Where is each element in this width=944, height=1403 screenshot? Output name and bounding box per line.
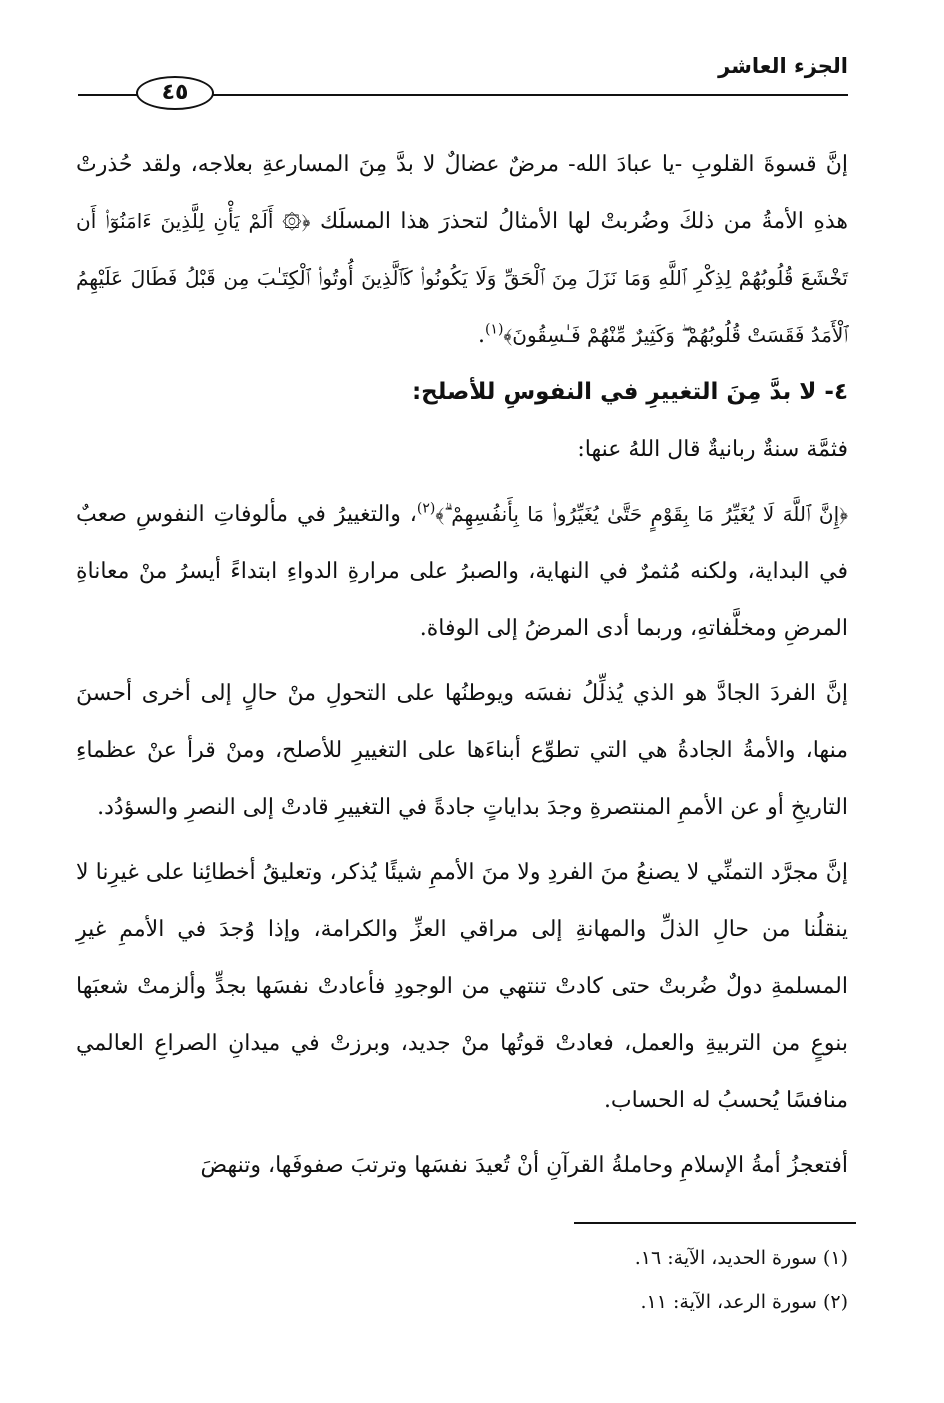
- paragraph-divine-law: فثمَّة سنةٌ ربانيةٌ قال اللهُ عنها:: [577, 437, 848, 462]
- paragraph-serious-individual: إنَّ الفردَ الجادَّ هو الذي يُذلِّلُ نفسَه ويوطنُها على التحولِ منْ حالٍ إلى أخرى أحسنَ منها، والأمةُ الجادةُ هي التي تطوِّع أبناءَها على التغييرِ للأصلح، ومنْ قرأ عنْ عظماءِ التاريخِ أو عن الأممِ المنتصرةِ وجدَ بداياتٍ جادةً في التغييرِ قادتْ إلى النصرِ والسؤدُد.: [76, 681, 848, 820]
- footnote-1: (١) سورة الحديد، الآية: ١٦.: [634, 1247, 848, 1269]
- book-part-title: الجزء العاشر: [718, 54, 848, 78]
- footnotes: [78, 1236, 848, 1324]
- footnote-2: (٢) سورة الرعد، الآية: ١١.: [640, 1291, 848, 1313]
- paragraph-text: إنَّ قسوةَ القلوبِ -يا عبادَ الله- مرضٌ عضالٌ لا بدَّ مِنَ المسارعةِ بعلاجه، ولقد حُذرتْ هذهِ الأمةُ من ذلكَ وضُربتْ لها الأمثالُ لتحذرَ هذا المسلَك: [76, 152, 848, 234]
- paragraph-text: .: [477, 323, 485, 348]
- paragraph-change-verse: [76, 486, 848, 657]
- quran-verse: ﴿إِنَّ ٱللَّهَ لَا يُغَيِّرُ مَا بِقَوْمٍ حَتَّىٰ يُغَيِّرُوا۟ مَا بِأَنفُسِهِمْ ۗ﴾: [435, 502, 848, 526]
- footnote-separator: [574, 1222, 856, 1224]
- paragraph-wishing: إنَّ مجرَّد التمنِّي لا يصنعُ منَ الفردِ ولا منَ الأممِ شيئًا يُذكر، وتعليقُ أخطائِنا على غيرِنا لا ينقلُنا من حالِ الذلِّ والمهانةِ إلى مراقي العزِّ والكرامة، وإذا وُجدَ في الأممِ غيرِ المسلمةِ دولٌ ضُربتْ حتى كادتْ تنتهي من الوجودِ فأعادتْ نفسَها بجدٍّ وألزمتْ شعبَها بنوعٍ من التربيةِ والعمل، فعادتْ قوتُها منْ جديد، وبرزتْ في ميدانِ الصراعِ العالمي منافسًا يُحسبُ له الحساب.: [76, 860, 848, 1113]
- footnote-marker: (١): [484, 321, 504, 338]
- quran-verse: ﴿۞ أَلَمْ يَأْنِ لِلَّذِينَ ءَامَنُوٓا۟ أَن تَخْشَعَ قُلُوبُهُمْ لِذِكْرِ ٱللَّهِ وَمَا نَزَلَ مِنَ ٱلْحَقِّ وَلَا يَكُونُوا۟ كَٱلَّذِينَ أُوتُوا۟ ٱلْكِتَـٰبَ مِن قَبْلُ فَطَالَ عَلَيْهِمُ ٱلْأَمَدُ فَقَسَتْ قُلُوبُهُمْ ۖ وَكَثِيرٌ مِّنْهُمْ فَـٰسِقُونَ﴾: [76, 209, 848, 347]
- paragraph-islamic-nation: أفتعجزُ أمةُ الإسلامِ وحاملةُ القرآنِ أنْ تُعيدَ نفسَها وترتبَ صفوفَها، وتنهضَ: [200, 1153, 848, 1178]
- paragraph-text: ، والتغييرُ في مألوفاتِ النفوسِ صعبٌ في البداية، ولكنه مُثمرٌ في النهاية، والصبرُ على مرارةِ الدواءِ ابتداءً أيسرُ منْ معاناةِ المرضِ ومخلَّفاتهِ، وربما أدى المرضُ إلى الوفاة.: [76, 502, 848, 641]
- paragraph-hardness-of-hearts: [76, 136, 848, 364]
- page-body: [76, 136, 848, 1194]
- footnote-marker: (٢): [416, 500, 436, 517]
- page-header: [78, 52, 848, 112]
- section-heading: ٤- لا بدَّ مِنَ التغييرِ في النفوسِ للأصلح:: [411, 379, 848, 405]
- page-number: ٤٥: [136, 76, 214, 110]
